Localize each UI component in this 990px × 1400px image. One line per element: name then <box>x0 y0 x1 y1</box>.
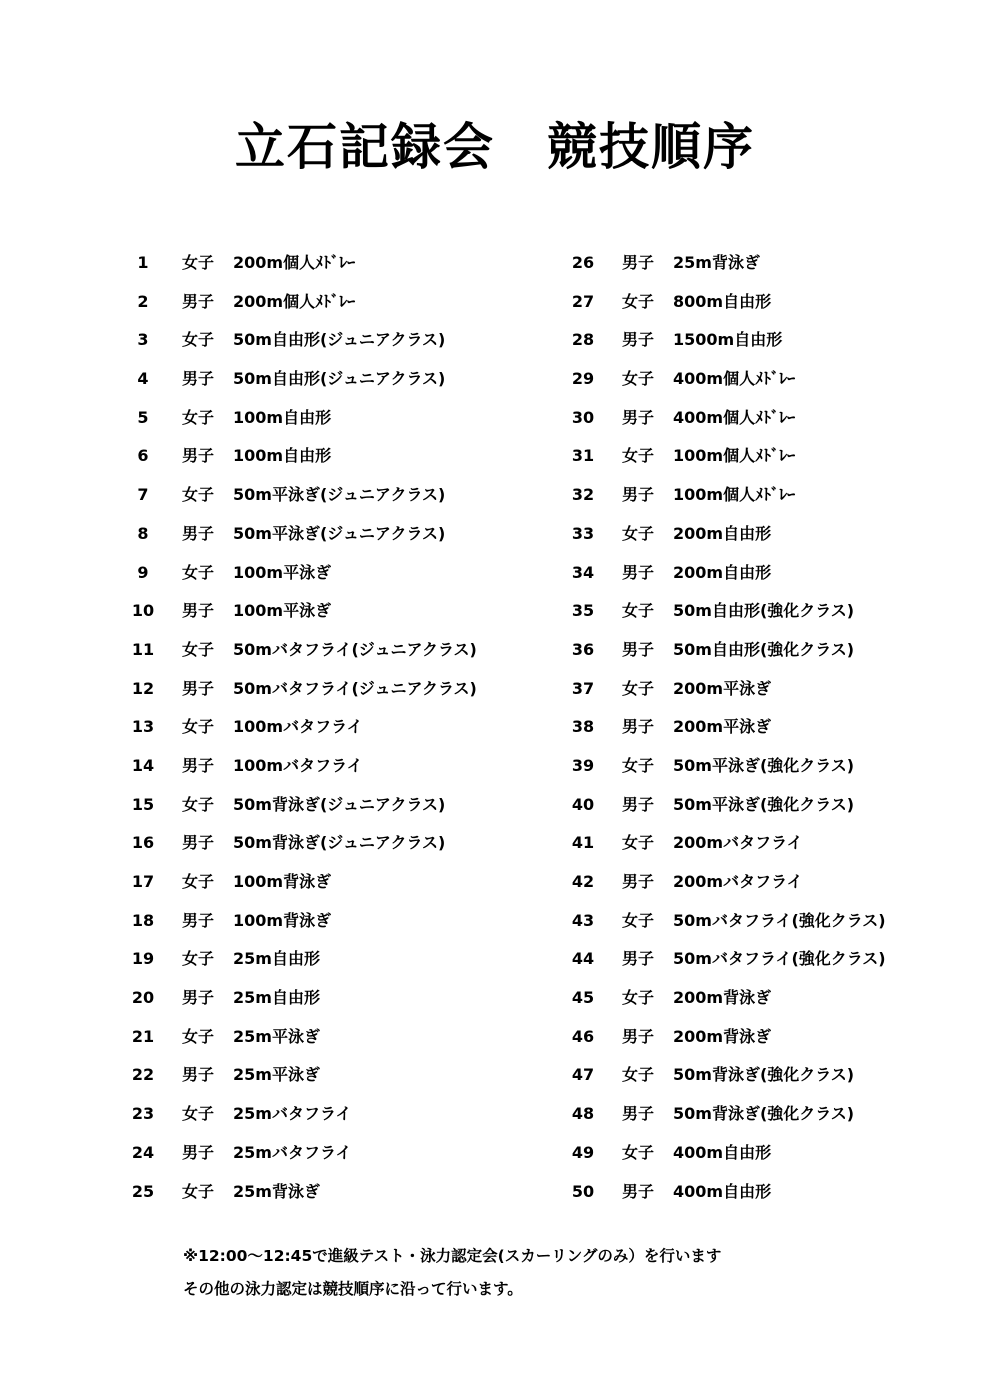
event-number: 7 <box>137 485 149 505</box>
event-number: 9 <box>137 562 149 582</box>
event-gender: 男子 <box>622 1026 655 1046</box>
event-name: 200m平泳ぎ <box>673 717 772 737</box>
event-gender: 女子 <box>182 253 215 272</box>
event-name: 200m個人ﾒﾄﾞﾚｰ <box>233 253 356 272</box>
event-gender: 女子 <box>182 562 215 582</box>
event-name: 100mバタフライ <box>233 755 363 775</box>
event-number: 6 <box>137 446 149 466</box>
event-name: 25m自由形 <box>233 949 320 969</box>
event-number: 20 <box>131 988 155 1008</box>
event-name: 50m背泳ぎ(ジュニアクラス) <box>233 833 446 853</box>
event-gender: 女子 <box>622 678 655 698</box>
event-number: 22 <box>131 1065 155 1085</box>
event-gender: 男子 <box>182 833 215 853</box>
event-gender: 男子 <box>182 988 215 1008</box>
event-number: 11 <box>131 639 155 659</box>
event-gender: 女子 <box>622 446 655 466</box>
event-number: 26 <box>571 253 595 272</box>
event-name: 100m背泳ぎ <box>233 872 332 891</box>
event-name: 50mバタフライ(強化クラス) <box>673 910 886 930</box>
event-gender: 男子 <box>622 717 655 737</box>
event-gender: 女子 <box>182 794 215 814</box>
event-name: 50m平泳ぎ(ジュニアクラス) <box>233 485 446 505</box>
event-name: 200m自由形 <box>673 523 772 543</box>
event-name: 100m自由形 <box>233 407 332 427</box>
event-name: 25m平泳ぎ <box>233 1026 320 1046</box>
event-number: 37 <box>571 678 595 698</box>
event-gender: 男子 <box>622 639 655 659</box>
event-gender: 男子 <box>182 446 215 466</box>
event-number: 30 <box>571 407 595 427</box>
event-gender: 女子 <box>622 1142 655 1162</box>
event-number: 48 <box>571 1104 595 1124</box>
event-number: 49 <box>571 1142 595 1162</box>
event-gender: 女子 <box>182 639 215 659</box>
event-number: 43 <box>571 910 595 930</box>
event-name: 50m自由形(ジュニアクラス) <box>233 369 446 389</box>
event-number: 23 <box>131 1104 155 1124</box>
event-number: 17 <box>131 872 155 891</box>
event-gender: 男子 <box>622 794 655 814</box>
event-number: 34 <box>571 562 595 582</box>
event-gender: 女子 <box>182 717 215 737</box>
event-gender: 女子 <box>182 1104 215 1124</box>
event-name: 50m背泳ぎ(ジュニアクラス) <box>233 794 446 814</box>
event-gender: 女子 <box>182 1181 215 1201</box>
event-number: 2 <box>137 291 149 311</box>
event-gender: 男子 <box>622 1104 655 1124</box>
event-gender: 男子 <box>182 755 215 775</box>
event-gender: 男子 <box>182 369 215 389</box>
event-number: 42 <box>571 872 595 891</box>
event-number: 13 <box>131 717 155 737</box>
event-gender: 男子 <box>622 485 655 505</box>
event-name: 100m自由形 <box>233 446 332 466</box>
event-number: 25 <box>131 1181 155 1201</box>
event-name: 100mバタフライ <box>233 717 363 737</box>
event-number: 44 <box>571 949 595 969</box>
event-gender: 男子 <box>622 949 655 969</box>
event-gender: 女子 <box>622 523 655 543</box>
event-gender: 男子 <box>182 601 215 621</box>
event-name: 50m自由形(強化クラス) <box>673 639 855 659</box>
event-name: 50mバタフライ(強化クラス) <box>673 949 886 969</box>
event-number: 15 <box>131 794 155 814</box>
event-number: 29 <box>571 369 595 389</box>
event-number: 16 <box>131 833 155 853</box>
event-name: 25m背泳ぎ <box>673 253 760 272</box>
event-gender: 女子 <box>622 755 655 775</box>
event-number: 35 <box>571 601 595 621</box>
event-gender: 男子 <box>622 330 655 350</box>
event-name: 200m背泳ぎ <box>673 988 772 1008</box>
event-name: 200m自由形 <box>673 562 772 582</box>
event-gender: 男子 <box>182 1142 215 1162</box>
event-name: 100m個人ﾒﾄﾞﾚｰ <box>673 485 796 505</box>
event-gender: 男子 <box>622 1181 655 1201</box>
event-gender: 女子 <box>182 1026 215 1046</box>
event-gender: 男子 <box>622 253 655 272</box>
event-number: 47 <box>571 1065 595 1085</box>
event-gender: 男子 <box>622 872 655 891</box>
event-gender: 女子 <box>622 601 655 621</box>
event-gender: 女子 <box>182 949 215 969</box>
event-number: 45 <box>571 988 595 1008</box>
event-number: 50 <box>571 1181 595 1201</box>
event-name: 50m自由形(ジュニアクラス) <box>233 330 446 350</box>
event-name: 50m背泳ぎ(強化クラス) <box>673 1104 855 1124</box>
event-name: 50m背泳ぎ(強化クラス) <box>673 1065 855 1085</box>
event-name: 100m平泳ぎ <box>233 562 332 582</box>
page-title: 立石記録会 競技順序 <box>235 118 755 176</box>
event-number: 1 <box>137 253 149 272</box>
event-number: 4 <box>137 369 149 389</box>
event-gender: 女子 <box>622 1065 655 1085</box>
notes <box>183 1240 721 1306</box>
event-gender: 女子 <box>182 407 215 427</box>
event-name: 50mバタフライ(ジュニアクラス) <box>233 678 477 698</box>
event-name: 50m平泳ぎ(強化クラス) <box>673 755 855 775</box>
event-number: 28 <box>571 330 595 350</box>
event-gender: 女子 <box>182 872 215 891</box>
event-number: 39 <box>571 755 595 775</box>
event-number: 32 <box>571 485 595 505</box>
event-number: 40 <box>571 794 595 814</box>
event-name: 50m自由形(強化クラス) <box>673 601 855 621</box>
event-gender: 女子 <box>622 988 655 1008</box>
event-gender: 女子 <box>182 485 215 505</box>
note-line: ※12:00～12:45で進級テスト・泳力認定会(スカーリングのみ）を行います <box>183 1247 722 1265</box>
event-number: 8 <box>137 523 149 543</box>
event-gender: 男子 <box>182 291 215 311</box>
event-name: 100m個人ﾒﾄﾞﾚｰ <box>673 446 796 466</box>
event-gender: 男子 <box>182 1065 215 1085</box>
event-number: 14 <box>131 755 155 775</box>
event-number: 46 <box>571 1026 595 1046</box>
event-name: 100m平泳ぎ <box>233 601 332 621</box>
event-gender: 男子 <box>622 562 655 582</box>
note-line: その他の泳力認定は競技順序に沿って行います。 <box>183 1280 523 1298</box>
event-number: 38 <box>571 717 595 737</box>
event-name: 400m自由形 <box>673 1142 772 1162</box>
event-number: 21 <box>131 1026 155 1046</box>
event-gender: 女子 <box>622 910 655 930</box>
event-number: 41 <box>571 833 595 853</box>
event-gender: 女子 <box>622 369 655 389</box>
event-name: 200mバタフライ <box>673 833 803 853</box>
event-gender: 女子 <box>182 330 215 350</box>
event-name: 200m個人ﾒﾄﾞﾚｰ <box>233 291 356 311</box>
event-gender: 男子 <box>622 407 655 427</box>
event-name: 200m平泳ぎ <box>673 678 772 698</box>
event-number: 31 <box>571 446 595 466</box>
event-name: 50m平泳ぎ(ジュニアクラス) <box>233 523 446 543</box>
event-name: 25m自由形 <box>233 988 320 1008</box>
event-number: 18 <box>131 910 155 930</box>
event-name: 400m個人ﾒﾄﾞﾚｰ <box>673 369 796 389</box>
event-number: 19 <box>131 949 155 969</box>
event-number: 12 <box>131 678 155 698</box>
event-number: 3 <box>137 330 149 350</box>
event-number: 24 <box>131 1142 155 1162</box>
event-name: 200m背泳ぎ <box>673 1026 772 1046</box>
event-gender: 女子 <box>622 833 655 853</box>
event-name: 50mバタフライ(ジュニアクラス) <box>233 639 477 659</box>
event-name: 800m自由形 <box>673 291 772 311</box>
event-name: 1500m自由形 <box>673 330 783 350</box>
event-name: 50m平泳ぎ(強化クラス) <box>673 794 855 814</box>
event-name: 25m平泳ぎ <box>233 1065 320 1085</box>
event-gender: 男子 <box>182 523 215 543</box>
event-name: 25mバタフライ <box>233 1142 352 1162</box>
event-name: 400m個人ﾒﾄﾞﾚｰ <box>673 407 796 427</box>
event-number: 27 <box>571 291 595 311</box>
event-name: 200mバタフライ <box>673 872 803 891</box>
event-gender: 男子 <box>182 678 215 698</box>
event-number: 10 <box>131 601 155 621</box>
event-name: 25m背泳ぎ <box>233 1181 320 1201</box>
event-name: 25mバタフライ <box>233 1104 352 1124</box>
event-name: 100m背泳ぎ <box>233 910 332 930</box>
event-gender: 女子 <box>622 291 655 311</box>
event-number: 33 <box>571 523 595 543</box>
event-number: 36 <box>571 639 595 659</box>
event-gender: 男子 <box>182 910 215 930</box>
event-number: 5 <box>137 407 149 427</box>
event-name: 400m自由形 <box>673 1181 772 1201</box>
